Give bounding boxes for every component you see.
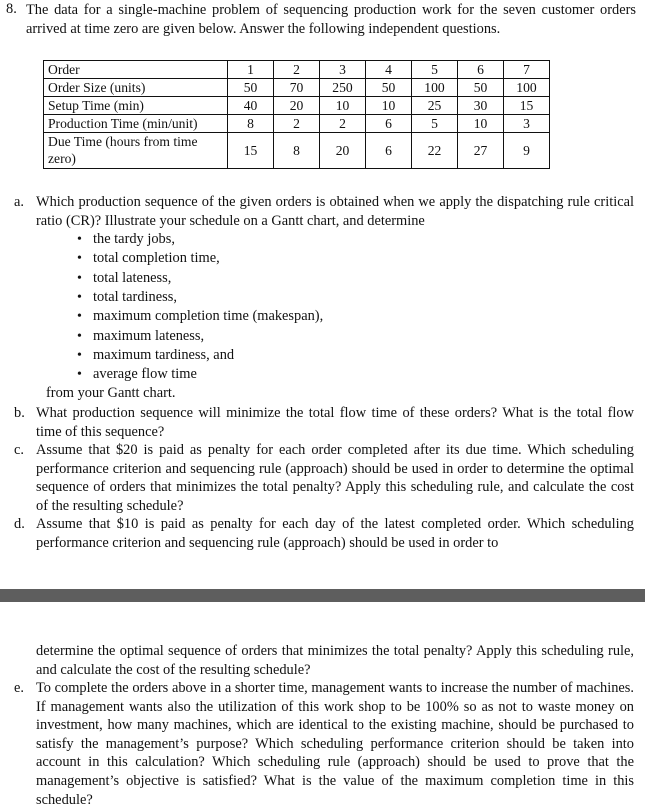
page-break-divider [0,589,645,602]
table-cell: 40 [228,97,274,115]
table-cell: 50 [228,79,274,97]
part-b-text: What production sequence will minimize the total flow time of these orders? What is the total flow time of this sequence? [36,405,634,440]
table-row [44,79,550,97]
order-data-table [43,60,550,169]
part-a-label: a. [14,194,24,210]
table-cell: 8 [274,133,320,169]
part-e-text: To complete the orders above in a shorter time, management wants to increase the number of machines. If management wants also the utilization of this work shop to be 100% so as not to waste money on investment, how many machines, which are identical to the existing machine, should be purchased to satisfy the management’s purpose? Which scheduling performance criterion should be taken into account in this calculation? Which scheduling rule (approach) should be used to prove that the management’s objective is satisfied? What is the value of the maximum completion time in this schedule? [36,680,634,808]
table-cell: 15 [228,133,274,169]
part-c-label: c. [14,442,24,458]
part-b [14,404,634,441]
row-label: Due Time (hours from time zero) [44,133,228,169]
list-item: • total tardiness, [14,288,634,307]
list-item: • total completion time, [14,249,634,268]
table-cell: 3 [504,115,550,133]
part-d-label: d. [14,516,25,532]
part-a-closing: from your Gantt chart. [46,384,176,401]
table-cell: 9 [504,133,550,169]
table-cell: 2 [274,115,320,133]
question-intro: The data for a single-machine problem of sequencing production work for the seven customer orders arrived at time zero are given below. Answer the following independent questions. [26,2,636,37]
list-item: • maximum tardiness, and [14,346,634,365]
table-row [44,97,550,115]
part-a-bullet-list [14,230,634,384]
part-a-text: Which production sequence of the given orders is obtained when we apply the dispatching rule critical ratio (CR)? Illustrate your schedule on a Gantt chart, and determine [36,194,634,229]
list-item: • total lateness, [14,269,634,288]
table-cell: 30 [458,97,504,115]
table-row [44,61,550,79]
table-cell: 3 [320,61,366,79]
part-e [14,679,634,809]
list-item: • maximum completion time (makespan), [14,307,634,326]
table-cell: 50 [366,79,412,97]
table-cell: 20 [320,133,366,169]
question-number: 8. [6,1,17,17]
list-item: • the tardy jobs, [14,230,634,249]
table-cell: 6 [366,133,412,169]
row-label: Order [44,61,228,79]
table-cell: 7 [504,61,550,79]
list-item: • average flow time [14,365,634,384]
table-cell: 50 [458,79,504,97]
table-cell: 25 [412,97,458,115]
table-cell: 10 [458,115,504,133]
table-cell: 1 [228,61,274,79]
table-cell: 2 [274,61,320,79]
table-cell: 27 [458,133,504,169]
table-cell: 70 [274,79,320,97]
table-cell: 6 [366,115,412,133]
part-c [14,441,634,515]
part-d-text: Assume that $10 is paid as penalty for each day of the latest completed order. Which scheduling performance criterion and sequencing rule (approach) should be used in order to [36,516,634,551]
part-e-label: e. [14,680,24,696]
table-row [44,133,550,169]
part-a [14,193,634,402]
table-cell: 100 [504,79,550,97]
table-cell: 20 [274,97,320,115]
table-cell: 22 [412,133,458,169]
table-cell: 5 [412,115,458,133]
part-c-text: Assume that $20 is paid as penalty for each order completed after its due time. Which scheduling performance criterion and sequencing rule (approach) should be used in order to determine the optimal sequence of orders that minimizes the total penalty? Apply this scheduling rule, and calculate the cost of the resulting schedule? [36,442,634,514]
table-cell: 10 [366,97,412,115]
table-cell: 5 [412,61,458,79]
part-d-continuation: determine the optimal sequence of orders that minimizes the total penalty? Apply this scheduling rule, and calculate the cost of the resulting schedule? [36,643,634,678]
row-label: Order Size (units) [44,79,228,97]
list-item: • maximum lateness, [14,327,634,346]
table-cell: 8 [228,115,274,133]
part-b-label: b. [14,405,25,421]
table-cell: 15 [504,97,550,115]
part-d-continued [14,642,634,679]
row-label: Production Time (min/unit) [44,115,228,133]
table-cell: 250 [320,79,366,97]
row-label: Setup Time (min) [44,97,228,115]
table-cell: 6 [458,61,504,79]
table-cell: 4 [366,61,412,79]
part-d [14,515,634,552]
table-row [44,115,550,133]
table-cell: 2 [320,115,366,133]
table-cell: 100 [412,79,458,97]
table-cell: 10 [320,97,366,115]
